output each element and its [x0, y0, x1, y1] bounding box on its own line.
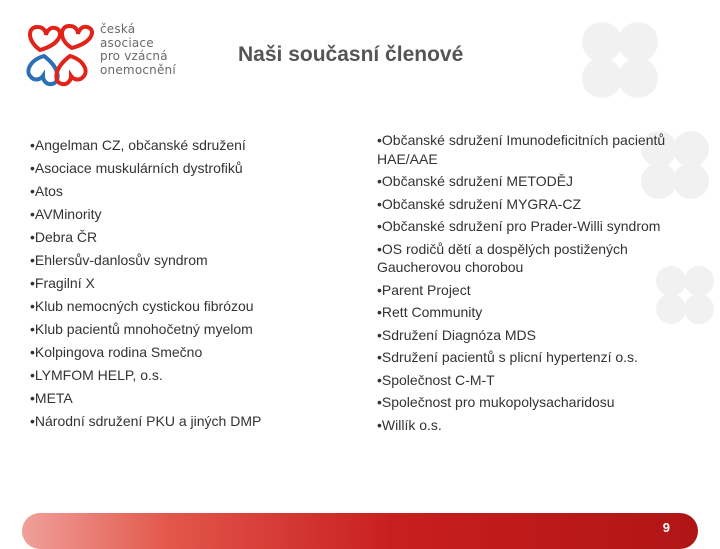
- list-item: •Kolpingova rodina Smečno: [30, 344, 203, 360]
- list-item: •Fragilní X: [30, 275, 95, 291]
- logo-line-1: česká: [100, 22, 136, 36]
- list-item: •Společnost C-M-T: [377, 371, 495, 388]
- logo-line-4: onemocnění: [100, 62, 176, 77]
- association-logo: [22, 20, 212, 90]
- hearts-clover-logo-icon: [22, 20, 94, 90]
- members-list-left: [30, 134, 320, 433]
- list-item: •OS rodičů dětí a dospělých postižených Gaucherovou chorobou: [377, 240, 628, 275]
- page-title: Naši současní členové: [238, 43, 464, 66]
- list-item: •Ehlersův-danlosův syndrom: [30, 252, 208, 268]
- list-item: •Sdružení Diagnóza MDS: [377, 326, 536, 343]
- logo-line-2: asociace: [100, 35, 154, 50]
- footer-bar: [22, 513, 698, 549]
- list-item: •Debra ČR: [30, 229, 98, 245]
- members-list-right: [377, 131, 695, 438]
- list-item: •Angelman CZ, občanské sdružení: [30, 137, 246, 153]
- list-item: •Občanské sdružení Imunodeficitních pacientů HAE/AAE: [377, 132, 666, 167]
- list-item: •Parent Project: [377, 281, 471, 298]
- logo-line-3: pro vzácná: [100, 49, 168, 63]
- list-item: •Willík o.s.: [377, 416, 442, 433]
- list-item: •META: [30, 390, 73, 406]
- list-item: •Národní sdružení PKU a jiných DMP: [30, 413, 262, 429]
- list-item: •AVMinority: [30, 206, 102, 222]
- list-item: •Sdružení pacientů s plicní hypertenzí o.s.: [377, 349, 638, 365]
- list-item: •Společnost pro mukopolysacharidosu: [377, 394, 615, 410]
- list-item: •Klub pacientů mnohočetný myelom: [30, 321, 253, 337]
- list-item: •Rett Community: [377, 304, 483, 320]
- logo-wordmark: [100, 23, 176, 77]
- list-item: •LYMFOM HELP, o.s.: [30, 367, 163, 383]
- list-item: •Atos: [30, 183, 63, 199]
- page-number: 9: [662, 520, 670, 535]
- list-item: •Asociace muskulárních dystrofiků: [30, 160, 243, 176]
- list-item: •Klub nemocných cystickou fibrózou: [30, 298, 254, 314]
- list-item: •Občanské sdružení pro Prader-Willi syndrom: [377, 218, 661, 234]
- list-item: •Občanské sdružení MYGRA-CZ: [377, 195, 582, 212]
- list-item: •Občanské sdružení METODĚJ: [377, 173, 574, 189]
